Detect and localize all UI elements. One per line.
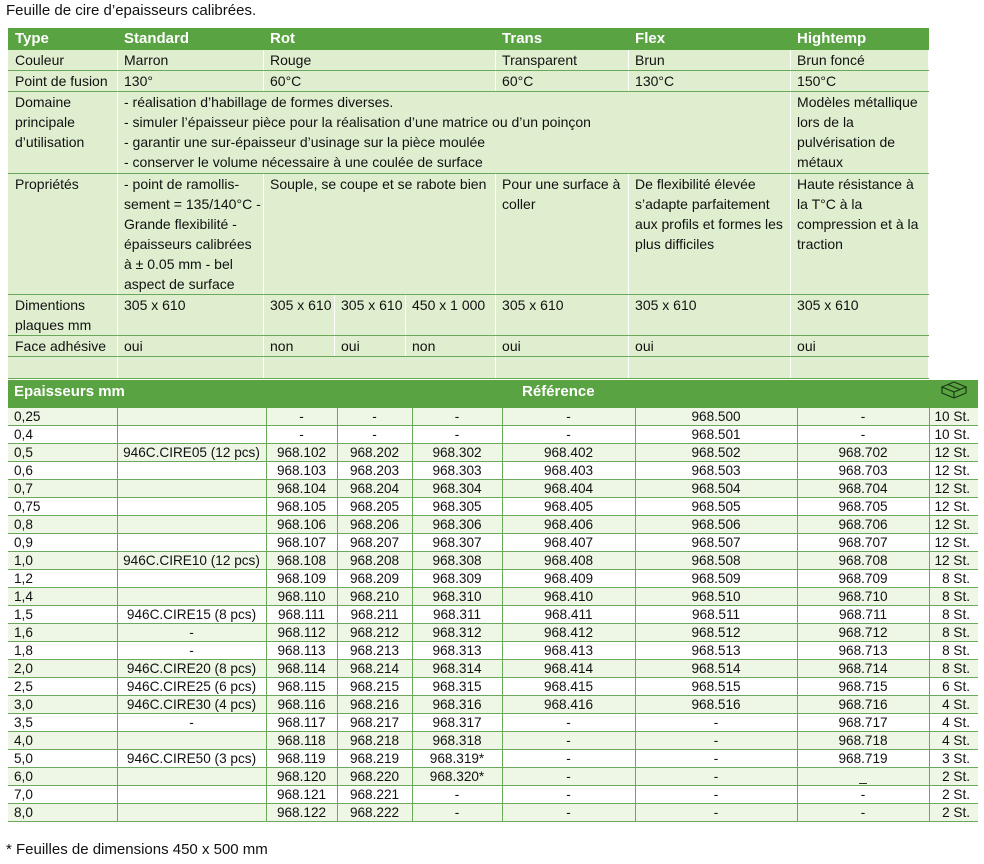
quantity: 8 St.	[929, 588, 978, 606]
table-row	[8, 642, 978, 660]
ref-flex: 968.516	[635, 696, 797, 714]
proprietes-flex: De flexibilité élevée s’adapte parfaitement aux profils et formes les plus difficiles	[629, 174, 791, 295]
thickness: 4,0	[8, 732, 117, 750]
thickness: 0,7	[8, 480, 117, 498]
ref-trans: 968.408	[502, 552, 635, 570]
ref-rot-1: 968.119	[266, 750, 337, 768]
ref-rot-2: -	[337, 408, 412, 426]
ref-hightemp: 968.715	[797, 678, 929, 696]
ref-rot-1: 968.120	[266, 768, 337, 786]
ref-hightemp: 968.704	[797, 480, 929, 498]
ref-trans: 968.414	[502, 660, 635, 678]
quantity: 8 St.	[929, 624, 978, 642]
ref-flex: 968.509	[635, 570, 797, 588]
table-row	[8, 426, 978, 444]
ref-hightemp: 968.713	[797, 642, 929, 660]
header-hightemp: Hightemp	[791, 29, 929, 50]
pack-standard: -	[117, 642, 266, 660]
ref-rot-3: 968.318	[412, 732, 502, 750]
dimensions-flex: 305 x 610	[629, 295, 791, 336]
row-domaine	[9, 92, 929, 174]
thickness: 6,0	[8, 768, 117, 786]
pack-standard: 946C.CIRE10 (12 pcs)	[117, 552, 266, 570]
ref-rot-3: 968.308	[412, 552, 502, 570]
thickness: 0,5	[8, 444, 117, 462]
ref-hightemp: -	[797, 426, 929, 444]
ref-hightemp: -	[797, 786, 929, 804]
row-dimensions	[9, 295, 929, 336]
row-empty	[9, 357, 929, 379]
ref-rot-1: 968.109	[266, 570, 337, 588]
ref-hightemp: 968.719	[797, 750, 929, 768]
ref-rot-2: 968.205	[337, 498, 412, 516]
pack-standard	[117, 426, 266, 444]
thickness: 2,5	[8, 678, 117, 696]
ref-rot-2: 968.220	[337, 768, 412, 786]
ref-flex: 968.507	[635, 534, 797, 552]
pack-standard	[117, 498, 266, 516]
ref-rot-3: 968.304	[412, 480, 502, 498]
ref-rot-1: 968.105	[266, 498, 337, 516]
pack-standard: 946C.CIRE15 (8 pcs)	[117, 606, 266, 624]
quantity: 12 St.	[929, 552, 978, 570]
ref-rot-2: 968.212	[337, 624, 412, 642]
ref-rot-1: 968.116	[266, 696, 337, 714]
ref-rot-2: 968.211	[337, 606, 412, 624]
ref-rot-1: 968.118	[266, 732, 337, 750]
ref-hightemp: -	[797, 408, 929, 426]
adhesive-trans: oui	[496, 336, 629, 357]
table-row	[8, 714, 978, 732]
fusion-trans: 60°C	[496, 71, 629, 92]
table-row	[8, 678, 978, 696]
quantity: 4 St.	[929, 696, 978, 714]
quantity: 12 St.	[929, 498, 978, 516]
thickness: 1,0	[8, 552, 117, 570]
ref-rot-1: 968.121	[266, 786, 337, 804]
ref-hightemp: 968.707	[797, 534, 929, 552]
couleur-rot: Rouge	[264, 50, 496, 71]
proprietes-hightemp: Haute résistance à la T°C à la compression et à la traction	[791, 174, 929, 295]
adhesive-flex: oui	[629, 336, 791, 357]
pack-standard	[117, 516, 266, 534]
ref-flex: 968.503	[635, 462, 797, 480]
domaine-hightemp: Modèles métallique lors de la pulvérisation de métaux	[791, 92, 929, 174]
ref-trans: 968.412	[502, 624, 635, 642]
ref-trans: 968.409	[502, 570, 635, 588]
domaine-usage	[118, 92, 791, 174]
ref-rot-2: 968.215	[337, 678, 412, 696]
table-row	[8, 534, 978, 552]
quantity: 8 St.	[929, 570, 978, 588]
ref-flex: -	[635, 732, 797, 750]
table-row	[8, 462, 978, 480]
ref-rot-3: 968.320*	[412, 768, 502, 786]
reference-header-row	[8, 380, 978, 408]
ref-hightemp: 968.709	[797, 570, 929, 588]
header-type: Type	[9, 29, 118, 50]
pack-standard	[117, 534, 266, 552]
quantity: 8 St.	[929, 642, 978, 660]
ref-rot-3: 968.309	[412, 570, 502, 588]
quantity: 12 St.	[929, 462, 978, 480]
ref-trans: 968.411	[502, 606, 635, 624]
label-proprietes: Propriétés	[9, 174, 118, 295]
proprietes-trans: Pour une surface à coller	[496, 174, 629, 295]
ref-hightemp: 968.717	[797, 714, 929, 732]
ref-hightemp: 968.710	[797, 588, 929, 606]
table-row	[8, 588, 978, 606]
ref-rot-1: -	[266, 426, 337, 444]
ref-flex: 968.512	[635, 624, 797, 642]
table-row	[8, 660, 978, 678]
ref-rot-1: 968.117	[266, 714, 337, 732]
row-adhesive	[9, 336, 929, 357]
domaine-line: - conserver le volume nécessaire à une coulée de surface	[124, 154, 483, 170]
domaine-line: - réalisation d’habillage de formes diverses.	[124, 94, 394, 110]
ref-rot-3: 968.316	[412, 696, 502, 714]
thickness: 0,75	[8, 498, 117, 516]
table-row	[8, 516, 978, 534]
label-couleur: Couleur	[9, 50, 118, 71]
thickness: 0,25	[8, 408, 117, 426]
row-proprietes	[9, 174, 929, 295]
adhesive-standard: oui	[118, 336, 264, 357]
ref-hightemp: 968.705	[797, 498, 929, 516]
thickness: 2,0	[8, 660, 117, 678]
ref-flex: 968.515	[635, 678, 797, 696]
ref-rot-2: 968.213	[337, 642, 412, 660]
ref-trans: 968.404	[502, 480, 635, 498]
ref-rot-1: 968.107	[266, 534, 337, 552]
reference-table	[8, 380, 978, 822]
quantity: 2 St.	[929, 786, 978, 804]
ref-trans: -	[502, 750, 635, 768]
ref-rot-2: 968.210	[337, 588, 412, 606]
ref-trans: 968.410	[502, 588, 635, 606]
dimensions-rot-1: 305 x 610	[264, 295, 335, 336]
ref-trans: -	[502, 768, 635, 786]
ref-flex: 968.508	[635, 552, 797, 570]
header-flex: Flex	[629, 29, 791, 50]
adhesive-rot-1: non	[264, 336, 335, 357]
ref-rot-2: 968.216	[337, 696, 412, 714]
label-fusion: Point de fusion	[9, 71, 118, 92]
domaine-line: - garantir une sur-épaisseur d’usinage sur la pièce moulée	[124, 134, 486, 150]
ref-rot-2: 968.219	[337, 750, 412, 768]
quantity: 6 St.	[929, 678, 978, 696]
footnote: * Feuilles de dimensions 450 x 500 mm	[6, 841, 268, 858]
ref-rot-1: 968.114	[266, 660, 337, 678]
ref-rot-2: 968.204	[337, 480, 412, 498]
specs-header-row	[9, 29, 929, 50]
ref-flex: 968.505	[635, 498, 797, 516]
ref-hightemp: _	[797, 768, 929, 786]
dimensions-rot-2: 305 x 610	[335, 295, 406, 336]
ref-flex: 968.514	[635, 660, 797, 678]
pack-standard: 946C.CIRE25 (6 pcs)	[117, 678, 266, 696]
pack-standard	[117, 732, 266, 750]
ref-flex: 968.510	[635, 588, 797, 606]
pack-standard	[117, 768, 266, 786]
thickness: 3,5	[8, 714, 117, 732]
table-row	[8, 804, 978, 822]
thickness: 0,6	[8, 462, 117, 480]
specs-table	[8, 28, 929, 379]
thickness: 0,4	[8, 426, 117, 444]
ref-rot-3: 968.312	[412, 624, 502, 642]
ref-rot-1: 968.106	[266, 516, 337, 534]
dimensions-standard: 305 x 610	[118, 295, 264, 336]
ref-trans: -	[502, 804, 635, 822]
pack-standard	[117, 588, 266, 606]
table-row	[8, 696, 978, 714]
ref-hightemp: 968.706	[797, 516, 929, 534]
ref-trans: -	[502, 426, 635, 444]
ref-flex: 968.511	[635, 606, 797, 624]
ref-trans: 968.413	[502, 642, 635, 660]
ref-trans: 968.406	[502, 516, 635, 534]
table-row	[8, 444, 978, 462]
quantity: 8 St.	[929, 606, 978, 624]
ref-rot-1: 968.113	[266, 642, 337, 660]
ref-flex: -	[635, 768, 797, 786]
ref-trans: 968.405	[502, 498, 635, 516]
header-reference: Référence	[502, 380, 797, 408]
pack-standard: 946C.CIRE30 (4 pcs)	[117, 696, 266, 714]
quantity: 12 St.	[929, 534, 978, 552]
ref-rot-1: -	[266, 408, 337, 426]
couleur-flex: Brun	[629, 50, 791, 71]
adhesive-hightemp: oui	[791, 336, 929, 357]
proprietes-rot: Souple, se coupe et se rabote bien	[264, 174, 496, 295]
table-row	[8, 768, 978, 786]
ref-rot-1: 968.110	[266, 588, 337, 606]
ref-rot-2: 968.217	[337, 714, 412, 732]
pack-standard	[117, 804, 266, 822]
adhesive-rot-3: non	[406, 336, 496, 357]
pack-standard: -	[117, 714, 266, 732]
ref-rot-2: 968.221	[337, 786, 412, 804]
thickness: 8,0	[8, 804, 117, 822]
pack-standard	[117, 480, 266, 498]
dimensions-trans: 305 x 610	[496, 295, 629, 336]
quantity: 10 St.	[929, 426, 978, 444]
dimensions-rot-3: 450 x 1 000	[406, 295, 496, 336]
label-domaine: Domaine principale d’utilisation	[9, 92, 118, 174]
thickness: 1,8	[8, 642, 117, 660]
ref-flex: 968.504	[635, 480, 797, 498]
ref-flex: 968.500	[635, 408, 797, 426]
ref-trans: 968.415	[502, 678, 635, 696]
ref-flex: -	[635, 804, 797, 822]
label-dimensions: Dimentions plaques mm	[9, 295, 118, 336]
quantity: 2 St.	[929, 804, 978, 822]
ref-rot-2: 968.218	[337, 732, 412, 750]
pack-standard	[117, 462, 266, 480]
fusion-flex: 130°C	[629, 71, 791, 92]
ref-rot-1: 968.111	[266, 606, 337, 624]
thickness: 3,0	[8, 696, 117, 714]
ref-hightemp: 968.711	[797, 606, 929, 624]
ref-rot-2: 968.222	[337, 804, 412, 822]
ref-rot-3: 968.305	[412, 498, 502, 516]
thickness: 1,6	[8, 624, 117, 642]
ref-rot-2: 968.203	[337, 462, 412, 480]
ref-trans: -	[502, 732, 635, 750]
ref-flex: 968.502	[635, 444, 797, 462]
row-fusion	[9, 71, 929, 92]
pack-standard: 946C.CIRE05 (12 pcs)	[117, 444, 266, 462]
pack-standard: -	[117, 624, 266, 642]
header-standard: Standard	[118, 29, 264, 50]
header-epaisseurs: Epaisseurs mm	[8, 380, 266, 408]
quantity: 12 St.	[929, 516, 978, 534]
table-row	[8, 750, 978, 768]
ref-trans: 968.407	[502, 534, 635, 552]
quantity: 4 St.	[929, 714, 978, 732]
pack-standard	[117, 408, 266, 426]
couleur-trans: Transparent	[496, 50, 629, 71]
table-row	[8, 480, 978, 498]
table-row	[8, 408, 978, 426]
ref-flex: -	[635, 750, 797, 768]
page-title: Feuille de cire d’epaisseurs calibrées.	[6, 2, 257, 19]
row-couleur	[9, 50, 929, 71]
ref-rot-1: 968.103	[266, 462, 337, 480]
ref-hightemp: 968.714	[797, 660, 929, 678]
ref-rot-2: 968.207	[337, 534, 412, 552]
ref-rot-1: 968.104	[266, 480, 337, 498]
ref-rot-3: -	[412, 804, 502, 822]
ref-flex: 968.501	[635, 426, 797, 444]
ref-hightemp: -	[797, 804, 929, 822]
header-rot: Rot	[264, 29, 496, 50]
ref-rot-3: 968.319*	[412, 750, 502, 768]
ref-rot-3: -	[412, 426, 502, 444]
table-row	[8, 624, 978, 642]
proprietes-standard: - point de ramollis- sement = 135/140°C - Grande flexibilité - épaisseurs calibrées à ± 0.05 mm - bel aspect de surface	[118, 174, 264, 295]
ref-rot-3: 968.315	[412, 678, 502, 696]
box-stack-icon	[939, 380, 969, 408]
quantity: 2 St.	[929, 768, 978, 786]
ref-rot-3: 968.307	[412, 534, 502, 552]
ref-rot-2: 968.202	[337, 444, 412, 462]
quantity: 4 St.	[929, 732, 978, 750]
ref-trans: -	[502, 408, 635, 426]
thickness: 1,5	[8, 606, 117, 624]
label-adhesive: Face adhésive	[9, 336, 118, 357]
pack-standard	[117, 786, 266, 804]
quantity: 8 St.	[929, 660, 978, 678]
thickness: 0,9	[8, 534, 117, 552]
ref-rot-2: -	[337, 426, 412, 444]
couleur-hightemp: Brun foncé	[791, 50, 929, 71]
fusion-rot: 60°C	[264, 71, 496, 92]
ref-trans: 968.403	[502, 462, 635, 480]
table-row	[8, 786, 978, 804]
domaine-line: - simuler l’épaisseur pièce pour la réalisation d’une matrice ou d’un poinçon	[124, 114, 591, 130]
thickness: 0,8	[8, 516, 117, 534]
table-row	[8, 732, 978, 750]
table-row	[8, 552, 978, 570]
pack-standard: 946C.CIRE20 (8 pcs)	[117, 660, 266, 678]
ref-rot-3: -	[412, 786, 502, 804]
fusion-standard: 130°	[118, 71, 264, 92]
thickness: 7,0	[8, 786, 117, 804]
ref-rot-3: 968.306	[412, 516, 502, 534]
ref-trans: -	[502, 714, 635, 732]
ref-hightemp: 968.702	[797, 444, 929, 462]
ref-rot-2: 968.214	[337, 660, 412, 678]
ref-rot-1: 968.115	[266, 678, 337, 696]
ref-hightemp: 968.712	[797, 624, 929, 642]
ref-rot-1: 968.108	[266, 552, 337, 570]
quantity: 12 St.	[929, 444, 978, 462]
ref-rot-3: 968.314	[412, 660, 502, 678]
ref-rot-1: 968.102	[266, 444, 337, 462]
ref-flex: 968.513	[635, 642, 797, 660]
thickness: 1,2	[8, 570, 117, 588]
ref-trans: -	[502, 786, 635, 804]
couleur-standard: Marron	[118, 50, 264, 71]
pack-standard	[117, 570, 266, 588]
ref-flex: -	[635, 786, 797, 804]
ref-rot-3: 968.317	[412, 714, 502, 732]
ref-hightemp: 968.703	[797, 462, 929, 480]
ref-hightemp: 968.716	[797, 696, 929, 714]
thickness: 1,4	[8, 588, 117, 606]
ref-rot-3: -	[412, 408, 502, 426]
adhesive-rot-2: oui	[335, 336, 406, 357]
ref-rot-2: 968.206	[337, 516, 412, 534]
quantity: 3 St.	[929, 750, 978, 768]
ref-hightemp: 968.708	[797, 552, 929, 570]
table-row	[8, 498, 978, 516]
table-row	[8, 570, 978, 588]
ref-rot-3: 968.313	[412, 642, 502, 660]
ref-flex: -	[635, 714, 797, 732]
ref-trans: 968.416	[502, 696, 635, 714]
ref-rot-3: 968.303	[412, 462, 502, 480]
quantity: 10 St.	[929, 408, 978, 426]
ref-trans: 968.402	[502, 444, 635, 462]
dimensions-hightemp: 305 x 610	[791, 295, 929, 336]
table-row	[8, 606, 978, 624]
ref-rot-2: 968.208	[337, 552, 412, 570]
ref-flex: 968.506	[635, 516, 797, 534]
ref-hightemp: 968.718	[797, 732, 929, 750]
ref-rot-1: 968.112	[266, 624, 337, 642]
header-trans: Trans	[496, 29, 629, 50]
ref-rot-3: 968.311	[412, 606, 502, 624]
ref-rot-3: 968.302	[412, 444, 502, 462]
ref-rot-3: 968.310	[412, 588, 502, 606]
quantity: 12 St.	[929, 480, 978, 498]
ref-rot-2: 968.209	[337, 570, 412, 588]
pack-standard: 946C.CIRE50 (3 pcs)	[117, 750, 266, 768]
fusion-hightemp: 150°C	[791, 71, 929, 92]
ref-rot-1: 968.122	[266, 804, 337, 822]
thickness: 5,0	[8, 750, 117, 768]
